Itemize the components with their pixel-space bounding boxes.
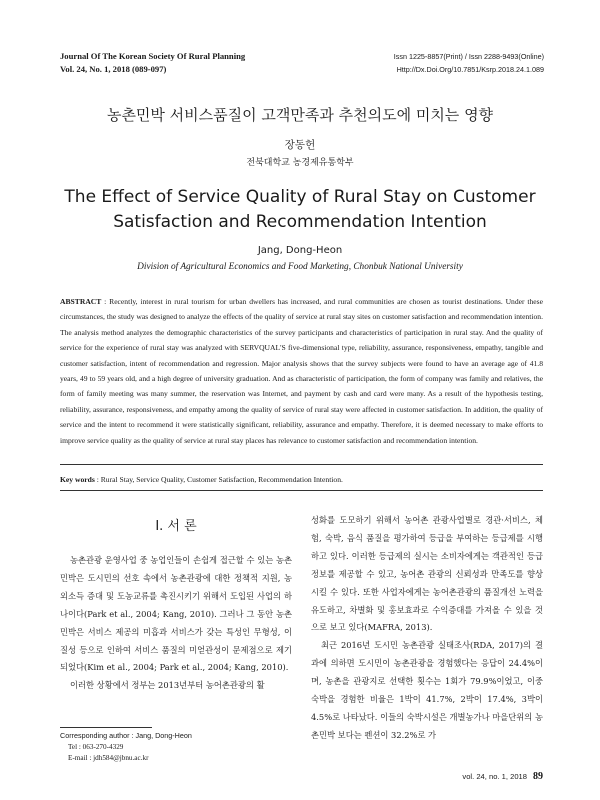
author-email: E-mail : jdh584@jbnu.ac.kr — [68, 754, 149, 762]
english-title — [0, 185, 600, 235]
footnote-rule — [60, 727, 152, 728]
issn-header — [394, 50, 544, 76]
keywords-text: Rural Stay, Service Quality, Customer Satisfaction, Recommendation Intention. — [100, 475, 343, 484]
paragraph: 성화를 도모하기 위해서 농어촌 관광사업별로 경관·서비스, 체험, 숙박, 음식 품질을 평가하여 등급을 부여하는 등급제를 시행하고 있다. 이러한 등급제의 실시는 소비자에게는 객관적인 등급정보를 제공할 수 있고, 농어촌 관광의 신뢰성과 만족도를 향상시킬 수 있다. 또한 사업자에게는 농어촌관광의 품질개선 노력을 유도하고, 차별화 및 홍보효과로 수익증대를 가져올 수 있을 것으로 보고 있다(MAFRA, 2013). — [311, 515, 543, 633]
section-heading: Ⅰ. 서 론 — [155, 519, 197, 534]
page-footer — [462, 771, 543, 782]
page-number: 89 — [533, 771, 543, 782]
abstract-label: ABSTRACT — [60, 297, 102, 306]
journal-volume: Vol. 24, No. 1, 2018 (089-097) — [60, 64, 167, 74]
keywords-bottom-rule — [60, 490, 543, 491]
paragraph: 농촌관광 운영사업 중 농업인들이 손쉽게 접근할 수 있는 농촌민박은 도시민의 선호 속에서 농촌관광에 대한 정책적 지원, 농외소득 증대 및 도농교류를 촉진시키기 위해서 도입된 사업의 하나이다(Park et al., 2004; Kang, 2010). 그러나 그 동안 농촌민박은 서비스 제공의 미흡과 서비스가 갖는 특성인 무형성, 이질성 등으로 인하여 서비스 품질의 미얻관성이 문제점으로 제기되었다(Kim et al., 2004; Park et al., 2004; Kang, 2010). — [60, 555, 292, 673]
keywords-label: Key words — [60, 475, 95, 484]
doi: Http://Dx.Doi.Org/10.7851/Ksrp.2018.24.1.089 — [396, 65, 544, 74]
korean-affiliation: 전북대학교 농경제유통학부 — [246, 158, 354, 168]
journal-header — [60, 50, 245, 76]
english-author: Jang, Dong-Heon — [257, 245, 343, 256]
english-affiliation: Division of Agricultural Economics and Food Marketing, Chonbuk National University — [137, 262, 463, 272]
journal-name: Journal Of The Korean Society Of Rural Planning — [60, 51, 246, 61]
right-column — [311, 512, 543, 745]
left-column — [60, 552, 292, 695]
korean-title: 농촌민박 서비스품질이 고객만족과 추천의도에 미치는 영향 — [106, 106, 494, 124]
issn: Issn 1225-8857(Print) / Issn 2288-9493(Online) — [393, 52, 544, 61]
corresponding-author: Corresponding author : Jang, Dong-Heon — [60, 731, 192, 740]
abstract-text: Recently, interest in rural tourism for urban dwellers has increased, and rural communities are chosen as tourist destinations. Under these circumstances, the study was designed to analyze the effects of the quality of service at rural stay sites on customer satisfaction and recommendation intention. The analysis method analyzes the demographic characteristics of the survey participants and characteristics of participation in rural stay. And the quality of service for the experience of rural stay was analyzed with SERVQUAL'S five-dimensional type, reliability, assurance, responsiveness, empathy, tangible and customer satisfaction, intent of recommendation and regression. Major analysis shows that the survey subjects were found to have an average age of 41.8 years, 49 to 59 years old, and a high degree of university graduation. And as characteristic of participation, the form of company was family and relatives, the form of family meeting was many summer, the reservation was Internet, and payment by cash and card were many. As a result of the hypothesis testing, reliability, assurance, responsiveness, and empathy among the quality of service of rural stay were affected in customer satisfaction. In addition, the quality of service and the intent to recommend it were statistically significant, reliability, assurance and empathy. Therefore, it is deemed necessary to make efforts to improve service quality as the quality of service at rural stay places has relevance to customer satisfaction and recommendation intention. — [60, 297, 543, 445]
footnote — [60, 730, 192, 765]
keywords-top-rule — [60, 464, 543, 465]
issue-info: vol. 24, no. 1, 2018 — [462, 772, 527, 781]
keywords: Key words : Rural Stay, Service Quality, Customer Satisfaction, Recommendation Intention. — [60, 475, 343, 484]
paragraph: 최근 2016년 도시민 농촌관광 실태조사(RDA, 2017)의 결과에 의하면 도시민이 농촌관광을 경험했다는 응답이 24.4%이며, 농촌을 관광지로 선택한 횟수는 1회가 79.9%이었고, 이중 숙박을 경험한 비율은 1박이 41.7%, 2박이 17.4%, 3박이 4.5%로 나타났다. 이들의 숙박시설은 개별농가나 마을단위의 농촌민박 보다는 펜션이 32.2%로 가 — [311, 640, 543, 740]
english-title-line2: Satisfaction and Recommendation Intention — [113, 212, 487, 232]
korean-author: 장동헌 — [284, 139, 316, 151]
abstract: ABSTRACT : Recently, interest in rural tourism for urban dwellers has increased, and rural communities are chosen as tourist destinations. Under these circumstances, the study was designed to analyze the effects of the quality of service at rural stay sites on customer satisfaction and recommendation intention. The analysis method analyzes the demographic characteristics of the survey participants and characteristics of participation in rural stay. And the quality of service for the experience of rural stay was analyzed with SERVQUAL'S five-dimensional type, reliability, assurance, responsiveness, empathy, tangible and customer satisfaction, intent of recommendation and regression. Major analysis shows that the survey subjects were found to have an average age of 41.8 years, 49 to 59 years old, and a high degree of university graduation. And as characteristic of participation, the form of company was family and relatives, the form of family meeting was many summer, the reservation was Internet, and payment by cash and card were many. As a result of the hypothesis testing, reliability, assurance, responsiveness, and empathy among the quality of service of rural stay were affected in customer satisfaction. In addition, the quality of service and the intent to recommend it were statistically significant, reliability, assurance and empathy. Therefore, it is deemed necessary to make efforts to improve service quality as the quality of service at rural stay places has relevance to customer satisfaction and recommendation intention. — [60, 297, 543, 445]
author-tel: Tel : 063-270-4329 — [68, 742, 124, 751]
paragraph: 이러한 상황에서 정부는 2013년부터 농어촌관광의 활 — [70, 680, 265, 691]
english-title-line1: The Effect of Service Quality of Rural Stay on Customer — [64, 187, 536, 207]
